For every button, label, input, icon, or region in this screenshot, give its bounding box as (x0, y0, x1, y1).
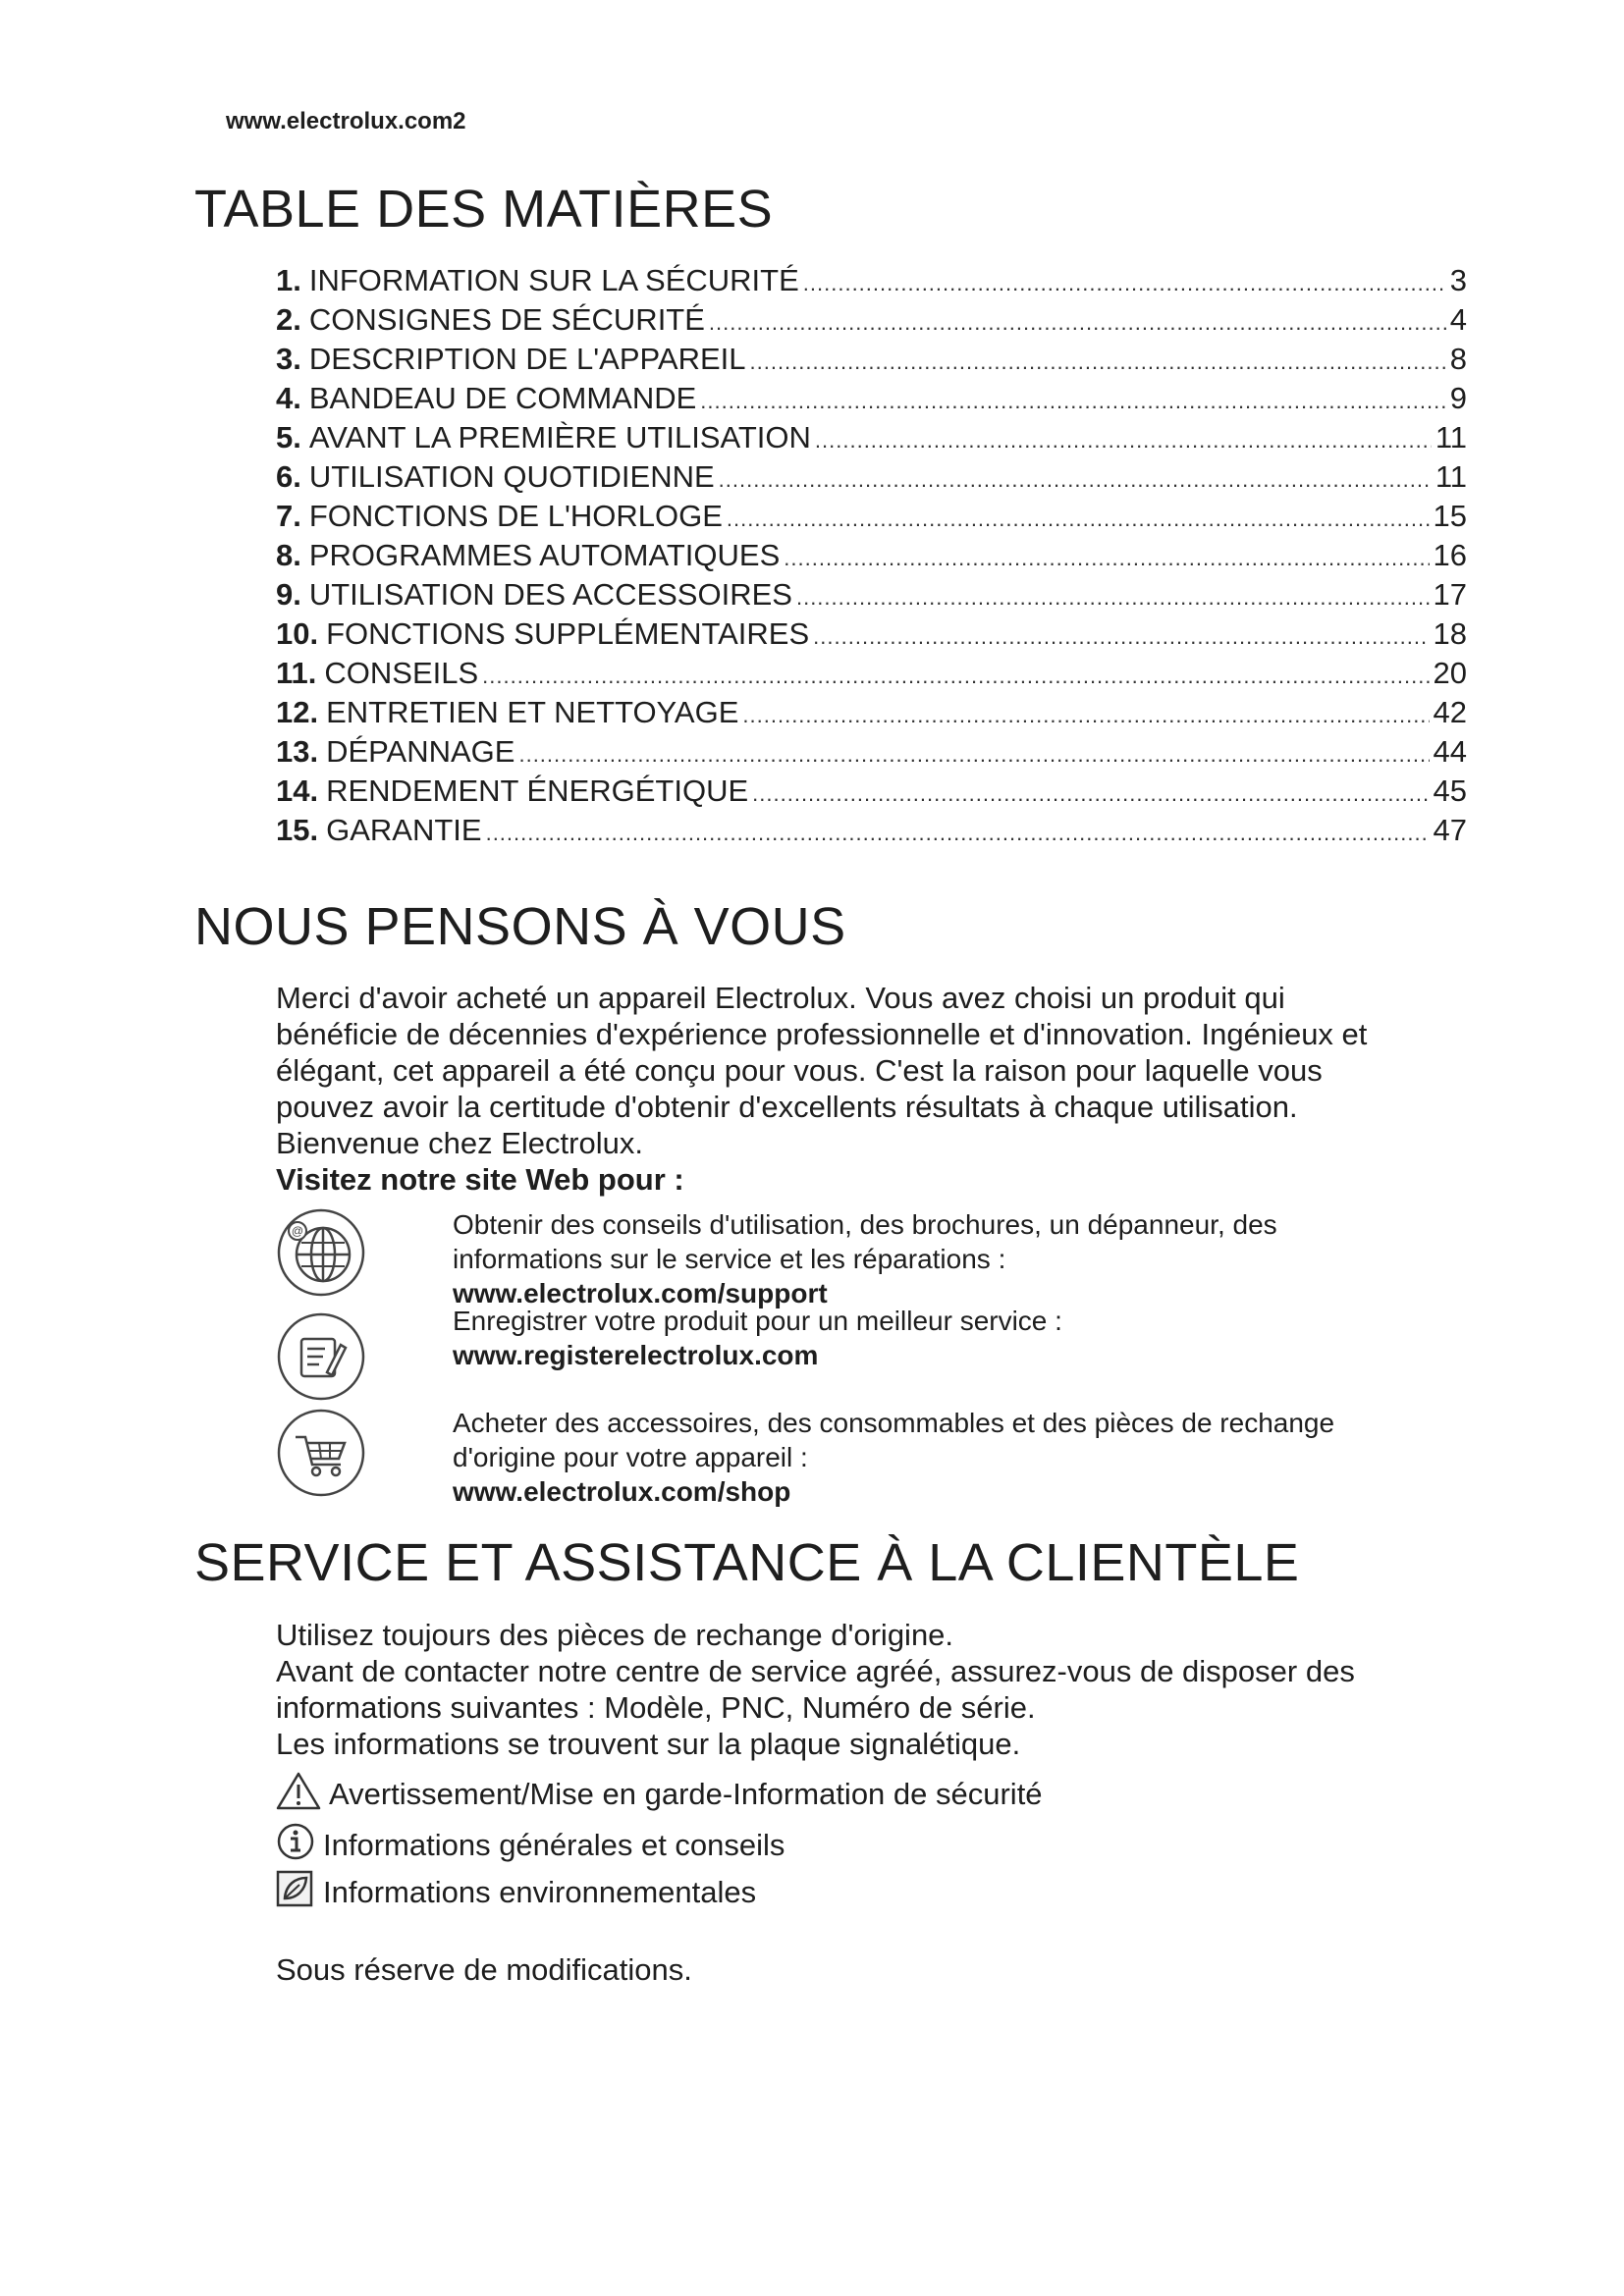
visit-item-line: d'origine pour votre appareil : (453, 1442, 808, 1472)
toc-entry[interactable] (276, 261, 1467, 300)
toc-entry-label: ENTRETIEN ET NETTOYAGE (326, 695, 739, 729)
toc-entry[interactable] (276, 457, 1467, 497)
toc-entry-leader (727, 497, 1430, 539)
legend-label: Informations environnementales (323, 1875, 757, 1909)
toc-entry[interactable] (276, 772, 1467, 811)
info-circle-icon (276, 1822, 323, 1869)
service-line: Avant de contacter notre centre de service agréé, assurez-vous de disposer des (276, 1654, 1355, 1688)
toc-entry-leader (709, 300, 1446, 343)
toc-entry[interactable] (276, 497, 1467, 536)
toc-entry-page: 20 (1433, 656, 1467, 690)
globe-web-icon (276, 1207, 366, 1298)
toc-entry-page: 8 (1449, 342, 1467, 376)
toc-entry-page: 11 (1435, 459, 1467, 494)
header-url: www.electrolux.com2 (226, 108, 466, 134)
toc-entry[interactable] (276, 418, 1467, 457)
toc-entry-leader (803, 261, 1446, 303)
visit-item-line: Obtenir des conseils d'utilisation, des brochures, un dépanneur, des (453, 1209, 1277, 1240)
toc-entry[interactable] (276, 654, 1467, 693)
visit-label: Visitez notre site Web pour : (276, 1162, 684, 1197)
toc-entry-label: RENDEMENT ÉNERGÉTIQUE (326, 774, 749, 808)
legend-warning (276, 1773, 1043, 1816)
thinking-line: pouvez avoir la certitude d'obtenir d'excellents résultats à chaque utilisation. (276, 1090, 1298, 1124)
register-link[interactable]: www.registerelectrolux.com (453, 1340, 819, 1370)
toc-entry-label: DÉPANNAGE (326, 734, 515, 769)
service-paragraph (276, 1617, 1484, 1762)
toc-entry-page: 17 (1433, 577, 1467, 612)
thinking-line: bénéficie de décennies d'expérience professionnelle et d'innovation. Ingénieux et (276, 1017, 1368, 1051)
visit-item-line: Acheter des accessoires, des consommables et des pièces de rechange (453, 1408, 1335, 1438)
toc-entry-leader (742, 693, 1429, 735)
toc-entry[interactable] (276, 575, 1467, 614)
toc-entry-leader (815, 418, 1432, 460)
service-line: Utilisez toujours des pièces de rechange d'origine. (276, 1618, 954, 1652)
toc-entry-page: 15 (1433, 499, 1467, 533)
toc-entry-label: INFORMATION SUR LA SÉCURITÉ (308, 263, 799, 297)
toc-entry-number: 9. (276, 577, 301, 612)
toc-entry-label: PROGRAMMES AUTOMATIQUES (308, 538, 781, 572)
toc-entry-number: 11. (276, 656, 317, 690)
toc-entry-page: 4 (1449, 302, 1467, 337)
toc-entry-leader (750, 340, 1446, 382)
toc-entry-leader (700, 379, 1445, 421)
toc-entry-number: 10. (276, 616, 319, 651)
toc-entry-page: 44 (1433, 734, 1467, 769)
legend-label: Avertissement/Mise en garde-Information de sécurité (329, 1777, 1043, 1811)
service-title: SERVICE ET ASSISTANCE À LA CLIENTÈLE (194, 1533, 1300, 1592)
svg-text:@: @ (291, 1224, 304, 1238)
toc-entry-page: 45 (1433, 774, 1467, 808)
service-line: Les informations se trouvent sur la plaque signalétique. (276, 1727, 1021, 1761)
toc-entry-page: 42 (1433, 695, 1467, 729)
toc-entry-page: 11 (1435, 420, 1467, 454)
thinking-line: Merci d'avoir acheté un appareil Electrolux. Vous avez choisi un produit qui (276, 981, 1285, 1015)
toc-entry-number: 6. (276, 459, 301, 494)
visit-item-line: Enregistrer votre produit pour un meilleur service : (453, 1306, 1062, 1336)
footer-note: Sous réserve de modifications. (276, 1952, 692, 1987)
toc-entry-number: 2. (276, 302, 301, 337)
service-line: informations suivantes : Modèle, PNC, Numéro de série. (276, 1690, 1036, 1725)
toc-entry-page: 47 (1433, 813, 1467, 847)
toc-entry-label: CONSEILS (324, 656, 479, 690)
toc-entry-label: DESCRIPTION DE L'APPAREIL (308, 342, 746, 376)
toc-entry-label: FONCTIONS SUPPLÉMENTAIRES (326, 616, 810, 651)
toc-entry-leader (796, 575, 1430, 617)
toc-entry[interactable] (276, 693, 1467, 732)
toc-entry-number: 3. (276, 342, 301, 376)
toc-entry-label: CONSIGNES DE SÉCURITÉ (308, 302, 705, 337)
toc-entry-leader (518, 732, 1429, 774)
toc-entry-label: GARANTIE (326, 813, 482, 847)
legend-label: Informations générales et conseils (323, 1828, 785, 1862)
toc-entry-number: 7. (276, 499, 301, 533)
toc-entry-leader (719, 457, 1432, 500)
toc-title: TABLE DES MATIÈRES (194, 180, 774, 239)
toc-entry-number: 1. (276, 263, 301, 297)
legend-environment (276, 1871, 756, 1914)
toc-entry[interactable] (276, 811, 1467, 850)
toc-entry-leader (482, 654, 1429, 696)
toc-entry-number: 15. (276, 813, 319, 847)
toc-entry-label: AVANT LA PREMIÈRE UTILISATION (308, 420, 811, 454)
toc-entry[interactable] (276, 379, 1467, 418)
table-of-contents (276, 261, 1467, 850)
toc-entry[interactable] (276, 340, 1467, 379)
register-document-icon (276, 1311, 366, 1402)
toc-entry-number: 8. (276, 538, 301, 572)
toc-entry-number: 14. (276, 774, 319, 808)
toc-entry-number: 13. (276, 734, 319, 769)
toc-entry-leader (752, 772, 1429, 814)
toc-entry-page: 16 (1433, 538, 1467, 572)
toc-entry-page: 3 (1449, 263, 1467, 297)
environment-leaf-icon (276, 1869, 323, 1916)
shopping-cart-icon (276, 1408, 366, 1498)
support-link[interactable]: www.electrolux.com/support (453, 1278, 828, 1308)
toc-entry-page: 18 (1433, 616, 1467, 651)
toc-entry-leader (486, 811, 1430, 853)
toc-entry-label: UTILISATION QUOTIDIENNE (308, 459, 715, 494)
toc-entry-label: UTILISATION DES ACCESSOIRES (308, 577, 792, 612)
toc-entry-label: BANDEAU DE COMMANDE (308, 381, 697, 415)
toc-entry[interactable] (276, 300, 1467, 340)
shop-link[interactable]: www.electrolux.com/shop (453, 1476, 791, 1507)
legend-info (276, 1824, 785, 1867)
toc-entry-number: 5. (276, 420, 301, 454)
toc-entry-page: 9 (1449, 381, 1467, 415)
thinking-line: élégant, cet appareil a été conçu pour vous. C'est la raison pour laquelle vous (276, 1053, 1323, 1088)
visit-item-line: informations sur le service et les réparations : (453, 1244, 1006, 1274)
toc-entry[interactable] (276, 614, 1467, 654)
thinking-title: NOUS PENSONS À VOUS (194, 897, 846, 956)
toc-entry[interactable] (276, 732, 1467, 772)
toc-entry-leader (813, 614, 1429, 657)
toc-entry-label: FONCTIONS DE L'HORLOGE (308, 499, 723, 533)
thinking-paragraph (276, 980, 1484, 1198)
toc-entry-leader (784, 536, 1429, 578)
toc-entry-number: 4. (276, 381, 301, 415)
thinking-line: Bienvenue chez Electrolux. (276, 1126, 643, 1160)
toc-entry-number: 12. (276, 695, 319, 729)
warning-triangle-icon (276, 1771, 329, 1818)
toc-entry[interactable] (276, 536, 1467, 575)
